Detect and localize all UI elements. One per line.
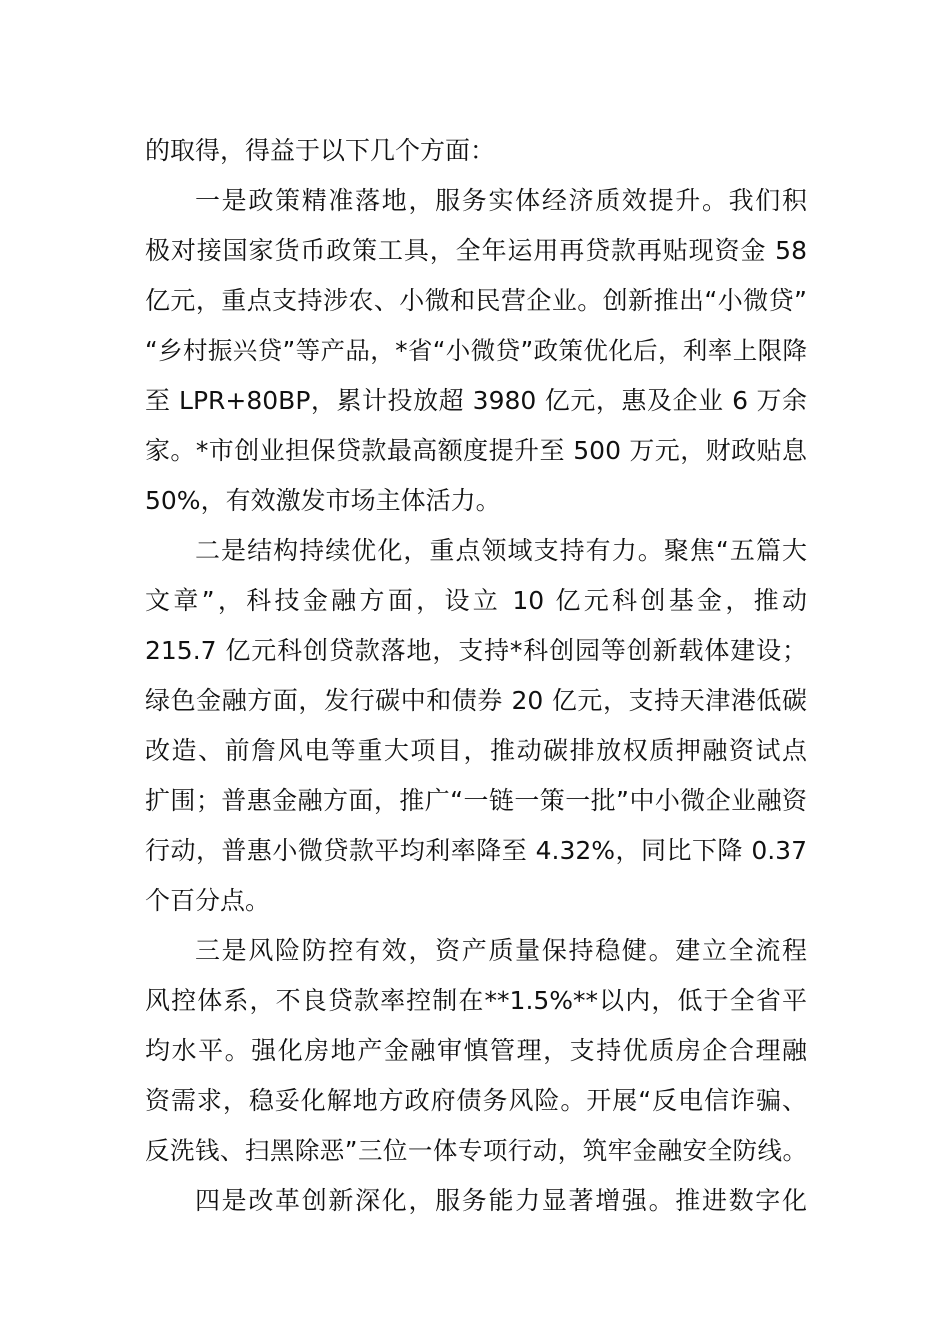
paragraph-1-first-line: 一是政策精准落地，服务实体经济质效提升。我们积 (195, 186, 807, 215)
text-line: 风控体系，不良贷款率控制在**1.5%**以内，低于全省平 (145, 986, 807, 1015)
paragraph-2-first-line: 二是结构持续优化，重点领域支持有力。聚焦“五篇大 (195, 536, 807, 565)
text-line: 均水平。强化房地产金融审慎管理，支持优质房企合理融 (145, 1036, 807, 1065)
text-line: 个百分点。 (145, 886, 271, 915)
text-line: 反洗钱、扫黑除恶”三位一体专项行动，筑牢金融安全防线。 (145, 1136, 807, 1165)
text-line: 资需求，稳妥化解地方政府债务风险。开展“反电信诈骗、 (145, 1086, 807, 1115)
text-line: 50%，有效激发市场主体活力。 (145, 486, 501, 515)
text-line: 家。*市创业担保贷款最高额度提升至 500 万元，财政贴息 (145, 436, 807, 465)
text-line: 绿色金融方面，发行碳中和债券 20 亿元，支持天津港低碳 (145, 686, 807, 715)
text-line: 改造、前詹风电等重大项目，推动碳排放权质押融资试点 (145, 736, 807, 765)
paragraph-4-first-line: 四是改革创新深化，服务能力显著增强。推进数字化 (195, 1186, 807, 1215)
document-body (145, 126, 807, 1226)
text-line: “乡村振兴贷”等产品，*省“小微贷”政策优化后，利率上限降 (145, 336, 807, 365)
paragraph-3-first-line: 三是风险防控有效，资产质量保持稳健。建立全流程 (195, 936, 807, 965)
text-line: 文章”，科技金融方面，设立 10 亿元科创基金，推动 (145, 586, 807, 615)
text-line: 极对接国家货币政策工具，全年运用再贷款再贴现资金 58 (145, 236, 807, 265)
text-line: 亿元，重点支持涉农、小微和民营企业。创新推出“小微贷” (145, 286, 807, 315)
text-line: 至 LPR+80BP，累计投放超 3980 亿元，惠及企业 6 万余 (145, 386, 807, 415)
text-line: 215.7 亿元科创贷款落地，支持*科创园等创新载体建设； (145, 636, 807, 665)
text-line: 行动，普惠小微贷款平均利率降至 4.32%，同比下降 0.37 (145, 836, 807, 865)
text-line: 的取得，得益于以下几个方面： (145, 136, 496, 165)
text-line: 扩围；普惠金融方面，推广“一链一策一批”中小微企业融资 (145, 786, 807, 815)
